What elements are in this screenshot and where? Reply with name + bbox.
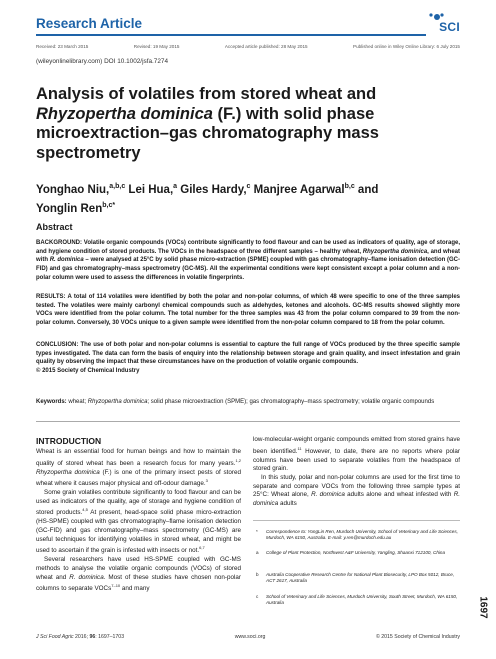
section-divider xyxy=(36,421,460,422)
intro-paragraph-2 xyxy=(36,489,241,556)
abstract-copyright: © 2015 Society of Chemical Industry xyxy=(36,368,140,375)
footnote-text: School of Veterinary and Life Sciences, Murdoch University, South Street, Murdoch, WA 6150, Australia xyxy=(266,594,458,606)
keywords-text-2: ; solid phase microextraction (SPME); gas chromatography–mass spectrometry; volatile organic compounds xyxy=(147,399,435,405)
intro-p2-text-2: At present, head-space solid phase micro-extraction (HS-SPME) coupled with gas chromatography–flame ionisation detection (GC-FID) and gas chromatography–mass spectrometry (GC-MS) are useful techniques for identifying volatiles in stored wheat, and might be used to ascertain if the grain is infested with insects or not. xyxy=(36,509,242,555)
journal-header xyxy=(36,12,460,38)
intro-paragraph-3 xyxy=(36,556,241,594)
footer-website[interactable]: www.soci.org xyxy=(234,634,266,640)
intro-p5-species-2: R. dominica xyxy=(253,491,460,508)
header-rule xyxy=(36,34,426,36)
background-text-3: – were analysed at 25°C by solid phase micro-extraction (SPME) coupled with gas chromatography–flame ionisation detection (GC-FID) and gas chromatography–mass spectrometry (GC-MS). All the experimental conditions were kept consistent except a polar column and a non-polar column were used to assess the differences in volatile fingerprints. xyxy=(36,257,460,281)
footer-copyright: © 2015 Society of Chemical Industry xyxy=(376,634,460,640)
intro-p3-text-1: Several researchers have used HS-SPME coupled with GC-MS methods to analyse the volatile organic compounds (VOCs) of stored wheat and xyxy=(36,556,241,581)
abstract-results xyxy=(36,293,460,328)
author-5-affil: b,c* xyxy=(102,201,116,209)
footer-year: 2016; xyxy=(73,634,90,640)
citation-ref[interactable]: 3 xyxy=(205,478,208,484)
article-type-label: Research Article xyxy=(36,16,143,31)
keywords-species: Rhyzopertha dominica xyxy=(87,399,148,405)
sci-logo-text: SCI xyxy=(439,20,460,34)
keywords-label: Keywords: xyxy=(36,399,67,405)
intro-p3-species: R. dominica xyxy=(69,573,104,581)
intro-p5-text-1: In this study, polar and non-polar columns are used for the first time to separate and compare VOCs from the following three sample types at 25°C: Wheat alone, xyxy=(253,473,460,499)
published-date: Published online in Wiley Online Library: 6 July 2015 xyxy=(353,44,460,49)
footer-journal: J Sci Food Agric xyxy=(36,634,74,640)
citation-ref[interactable]: 1,2 xyxy=(235,457,241,463)
author-2-affil: a xyxy=(173,183,178,190)
citation-ref[interactable]: 4,5 xyxy=(82,507,88,513)
introduction-right-column xyxy=(253,436,460,509)
intro-p5-species-1: R. dominica xyxy=(311,491,345,499)
intro-p4-text-1: low-molecular-weight organic compounds emitted from stored grains have been identified. xyxy=(253,436,460,455)
publication-dates xyxy=(36,44,460,49)
intro-paragraph-5 xyxy=(253,474,460,509)
keywords-text-1: wheat; xyxy=(66,399,88,405)
footer-pages: : 1697–1703 xyxy=(95,634,125,640)
footnote-affiliation-b xyxy=(256,572,460,585)
footnote-mark: b xyxy=(256,572,259,577)
keywords xyxy=(36,398,460,407)
footnote-mark: a xyxy=(256,550,259,555)
intro-p3-text-3: and many xyxy=(120,585,150,593)
intro-p1-text-2: (F.) is one of the primary insect pests of stored wheat where it causes major physical and off-odour damage. xyxy=(36,468,242,488)
author-list xyxy=(36,179,460,217)
intro-p1-species: Rhyzopertha dominica xyxy=(36,468,100,476)
article-title xyxy=(36,85,460,163)
conclusion-label: CONCLUSION: xyxy=(36,342,79,348)
results-label: RESULTS: xyxy=(36,294,66,300)
abstract-conclusion xyxy=(36,341,460,376)
intro-p2-text-1: Some grain volatiles contribute significantly to food flavour and can be used as indicators of the quality, age of storage and hygiene condition of stored products. xyxy=(36,489,241,517)
title-text-2: (F.) with solid phase microextraction–gas chromatography mass spectrometry xyxy=(36,104,379,162)
author-5: Yonglin Ren xyxy=(36,202,103,215)
intro-p4-text-2: However, to date, there are no reports where polar columns have been used to separate volatiles from the headspace of stored grain. xyxy=(253,447,460,473)
footnote-affiliation-c xyxy=(256,594,460,607)
citation-ref[interactable]: 6,7 xyxy=(199,545,205,551)
footnote-rule xyxy=(253,520,460,521)
intro-p5-text-3: adults xyxy=(278,500,297,508)
author-1: Yonghao Niu, xyxy=(36,183,110,196)
footer-volume: 96 xyxy=(89,634,96,640)
accepted-date: Accepted article published: 28 May 2015 xyxy=(224,44,308,49)
background-species-2: R. dominica xyxy=(49,257,84,264)
title-text-1: Analysis of volatiles from stored wheat and xyxy=(36,85,377,103)
intro-p5-text-2: adults alone and wheat infested with xyxy=(344,491,454,499)
author-4-affil: b,c xyxy=(344,183,355,190)
conclusion-text: The use of both polar and non-polar columns is essential to capture the full range of VOCs produced by the three specific sample types investigated. The data can form the basis of enquiry into the relationship between storage and grain quality, and insect infestation and grain quality by observing the impact that these circumstances have on the production of volatile organic compounds. xyxy=(36,342,460,366)
sci-logo xyxy=(422,12,460,38)
results-text: A total of 114 volatiles were identified by both the polar and non-polar columns, of which 48 were specific to one of the three samples tested. The volatiles were mainly carbonyl chemical compounds such as aldehydes, ketones and alcohols. GC-MS results showed slightly more VOCs were identified from the polar column. The total number for the three samples was 43 from the polar column compared to 39 from the non-polar column. Conversely, 30 VOCs unique to a given sample were identified from the non-polar column compared to 18 from the polar column. xyxy=(36,294,460,327)
footnote-affiliation-a xyxy=(256,550,460,556)
page-number xyxy=(470,586,490,632)
page-number-text: 1697 xyxy=(477,596,489,619)
footnote-correspondence xyxy=(256,529,460,542)
doi-line[interactable]: (wileyonlinelibrary.com) DOI 10.1002/jsfa.7274 xyxy=(36,58,169,65)
title-species: Rhyzopertha dominica xyxy=(36,104,213,123)
abstract-heading: Abstract xyxy=(36,222,73,232)
footnote-mark: * xyxy=(256,529,258,534)
footnote-text: Australia Cooperative Research Centre for National Plant Biosecurity, LPO Box 5012, Bruce, ACT 2617, Australia xyxy=(266,572,455,584)
citation-ref[interactable]: 7–10 xyxy=(111,583,121,589)
intro-p1-text-1: Wheat is an essential food for human beings and how to maintain the quality of stored wheat has been a research focus for many years. xyxy=(36,448,241,467)
received-date: Received: 23 March 2015 xyxy=(36,44,89,49)
author-conjunction: and xyxy=(354,183,379,196)
author-3-affil: c xyxy=(246,183,251,190)
introduction-heading: INTRODUCTION xyxy=(36,436,102,446)
revised-date: Revised: 19 May 2015 xyxy=(133,44,180,49)
author-1-affil: a,b,c xyxy=(109,183,126,190)
background-label: BACKGROUND: xyxy=(36,240,82,246)
abstract-background xyxy=(36,239,460,283)
intro-paragraph-4 xyxy=(253,436,460,474)
background-text-1: Volatile organic compounds (VOCs) contribute significantly to food flavour and can be used as indicators of quality, age of storage, and hygiene condition of stored products. The VOCs in the headspace of three different samples – healthy wheat, xyxy=(36,240,460,255)
introduction-left-column xyxy=(36,448,241,594)
background-species-1: Rhyzopertha dominica xyxy=(362,248,428,255)
author-2: Lei Hua, xyxy=(125,183,174,196)
footnote-mark: c xyxy=(256,594,259,599)
footnote-text: Correspondence to: YongLin Ren, Murdoch University, School of Veterinary and Life Sciences, Murdoch, WA 6150, Australia. E-mail: y.ren@murdoch.edu.au xyxy=(266,529,458,541)
footer-citation xyxy=(36,634,124,640)
intro-p3-text-2: . Most of these studies have chosen non-polar columns to separate VOCs xyxy=(36,573,241,593)
intro-paragraph-1 xyxy=(36,448,241,489)
author-4: Manjree Agarwal xyxy=(250,183,345,196)
citation-ref[interactable]: 11 xyxy=(297,445,302,451)
footnote-text: College of Plant Protection, Northwest A&F University, Yangling, Shaanxi 712100, China xyxy=(266,550,446,555)
author-3: Giles Hardy, xyxy=(177,183,247,196)
background-text-2: , and wheat with xyxy=(36,248,460,264)
page-footer xyxy=(36,634,460,640)
